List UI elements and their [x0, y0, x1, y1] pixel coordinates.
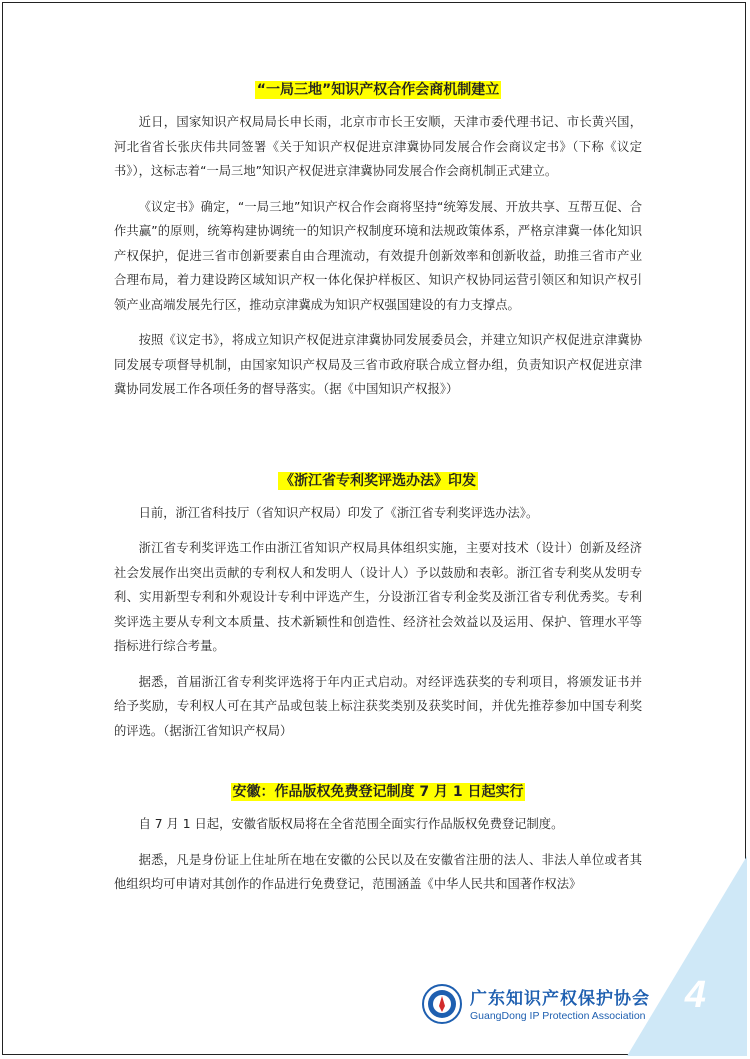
org-name-cn: 广东知识产权保护协会 [470, 989, 650, 1009]
section-title [114, 471, 642, 491]
section-title-text: 安徽：作品版权免费登记制度 7 月 1 日起实行 [232, 784, 524, 800]
paragraph: 按照《议定书》，将成立知识产权促进京津冀协同发展委员会，并建立知识产权促进京津冀协同发展专项督导机制，由国家知识产权局及三省市政府联合成立督办组，负责知识产权促进京津冀协同发展工作各项任务的督导落实。（据《中国知识产权报》） [114, 333, 642, 396]
article-content [114, 80, 642, 908]
section-zhejiang [114, 471, 642, 744]
footer [422, 974, 742, 1040]
section-title [114, 80, 642, 100]
paragraph: 据悉，凡是身份证上住址所在地在安徽的公民以及在安徽省注册的法人、非法人单位或者其他组织均可申请对其创作的作品进行免费登记，范围涵盖《中华人民共和国著作权法》 [114, 852, 642, 891]
section-anhui [114, 782, 642, 897]
paragraph: 日前，浙江省科技厅（省知识产权局）印发了《浙江省专利奖评选办法》。 [138, 505, 539, 520]
org-name-en: GuangDong IP Protection Association [470, 1010, 646, 1022]
paragraph: 据悉，首届浙江省专利奖评选将于年内正式启动。对经评选获奖的专利项目，将颁发证书并给予奖励，专利权人可在其产品或包装上标注获奖类别及获奖时间，并优先推荐参加中国专利奖的评选。（据浙江省知识产权局） [114, 674, 642, 738]
association-logo-icon [422, 984, 462, 1024]
paragraph: 近日，国家知识产权局局长申长雨，北京市市长王安顺，天津市委代理书记、市长黄兴国，河北省省长张庆伟共同签署《关于知识产权促进京津冀协同发展合作会商议定书》（下称《议定书》），这标志着“一局三地”知识产权促进京津冀协同发展合作会商机制正式建立。 [114, 115, 642, 178]
paragraph: 《议定书》确定，“一局三地”知识产权合作会商将坚持“统筹发展、开放共享、互帮互促、合作共赢”的原则，统筹构建协调统一的知识产权制度环境和法规政策体系，严格京津冀一体化知识产权保护，促进三省市创新要素自由合理流动，有效提升创新效率和创新收益，助推三省市产业合理布局，着力建设跨区域知识产权一体化保护样板区、知识产权协同运营引领区和知识产权引领产业高端发展先行区，推动京津冀成为知识产权强国建设的有力支撑点。 [114, 199, 642, 312]
section-title-text: “一局三地”知识产权合作会商机制建立 [256, 82, 500, 98]
paragraph: 自 7 月 1 日起，安徽省版权局将在全省范围全面实行作品版权免费登记制度。 [138, 817, 564, 831]
paragraph: 浙江省专利奖评选工作由浙江省知识产权局具体组织实施，主要对技术（设计）创新及经济社会发展作出突出贡献的专利权人和发明人（设计人）予以鼓励和表彰。浙江省专利奖从发明专利、实用新型专利和外观设计专利中评选产生，分设浙江省专利金奖及浙江省专利优秀奖。专利奖评选主要从专利文本质量、技术新颖性和创造性、经济社会效益以及运用、保护、管理水平等指标进行综合考量。 [114, 541, 642, 653]
section-title-text: 《浙江省专利奖评选办法》印发 [280, 472, 476, 489]
page-number: 4 [684, 974, 706, 1016]
section-jingjinji [114, 80, 642, 402]
section-title [114, 782, 642, 802]
